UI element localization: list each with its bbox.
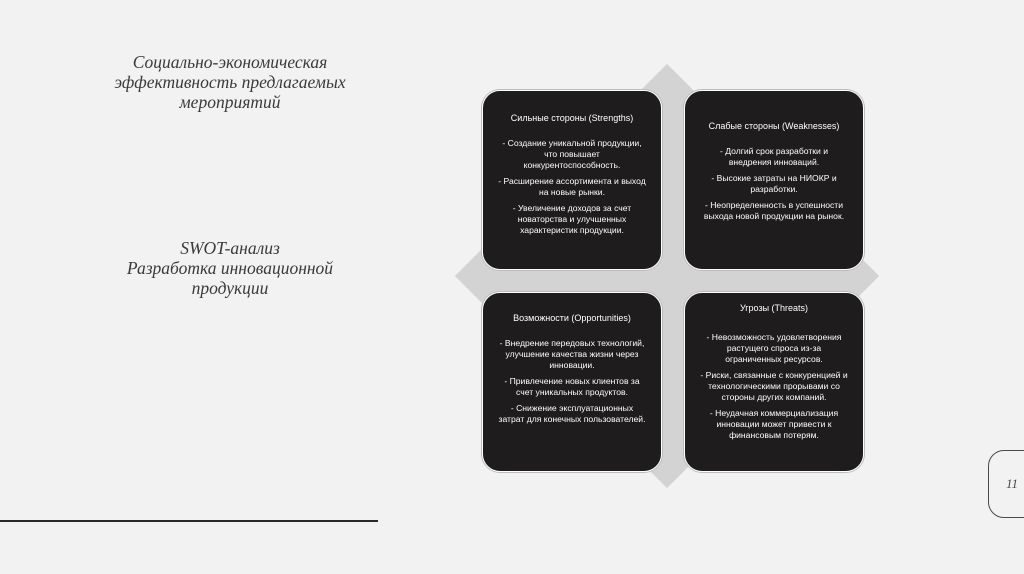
swot-threats-item: - Неудачная коммерциализация инновации может привести к финансовым потерям. (709, 408, 839, 440)
bottom-divider (0, 520, 378, 522)
swot-weaknesses-title: Слабые стороны (Weaknesses) (708, 121, 840, 131)
swot-strengths-item: - Увеличение доходов за счет новаторства и улучшенных характеристик продукции. (512, 203, 632, 235)
slide-subtitle (60, 238, 400, 298)
swot-opportunities-box (482, 292, 662, 472)
swot-opportunities-item: - Внедрение передовых технологий, улучшение качества жизни через инновации. (499, 338, 645, 370)
swot-strengths-title: Сильные стороны (Strengths) (510, 113, 634, 123)
slide-subtitle-line: продукции (191, 278, 269, 298)
slide-title (60, 52, 400, 112)
swot-opportunities-item: - Привлечение новых клиентов за счет уникальных продуктов. (504, 376, 640, 397)
slide-title-line: эффективность предлагаемых (114, 72, 346, 92)
swot-threats-title: Угрозы (Threats) (739, 303, 809, 313)
swot-weaknesses-item: - Неопределенность в успешности выхода новой продукции на рынок. (703, 200, 845, 221)
slide-title-line: мероприятий (179, 92, 281, 112)
slide-subtitle-line: SWOT-анализ (180, 238, 280, 258)
page-number: 11 (1005, 476, 1019, 491)
swot-threats-box (684, 292, 864, 472)
swot-weaknesses-box (684, 90, 864, 270)
swot-weaknesses-item: - Долгий срок разработки и внедрения инноваций. (719, 146, 829, 167)
swot-strengths-item: - Расширение ассортимента и выход на новые рынки. (498, 176, 646, 197)
swot-opportunities-item: - Снижение эксплуатационных затрат для конечных пользователей. (498, 403, 646, 424)
swot-threats-item: - Риски, связанные с конкуренцией и технологическими прорывами со стороны других компаний. (700, 370, 848, 402)
swot-weaknesses-item: - Высокие затраты на НИОКР и разработки. (711, 173, 837, 194)
slide-title-line: Социально-экономическая (132, 52, 328, 72)
swot-strengths-item: - Создание уникальной продукции, что повышает конкурентоспособность. (502, 138, 642, 170)
slide-subtitle-line: Разработка инновационной (126, 258, 334, 278)
swot-threats-item: - Невозможность удовлетворения растущего спроса из-за ограниченных ресурсов. (706, 332, 842, 364)
swot-opportunities-title: Возможности (Opportunities) (513, 313, 631, 323)
swot-strengths-box (482, 90, 662, 270)
